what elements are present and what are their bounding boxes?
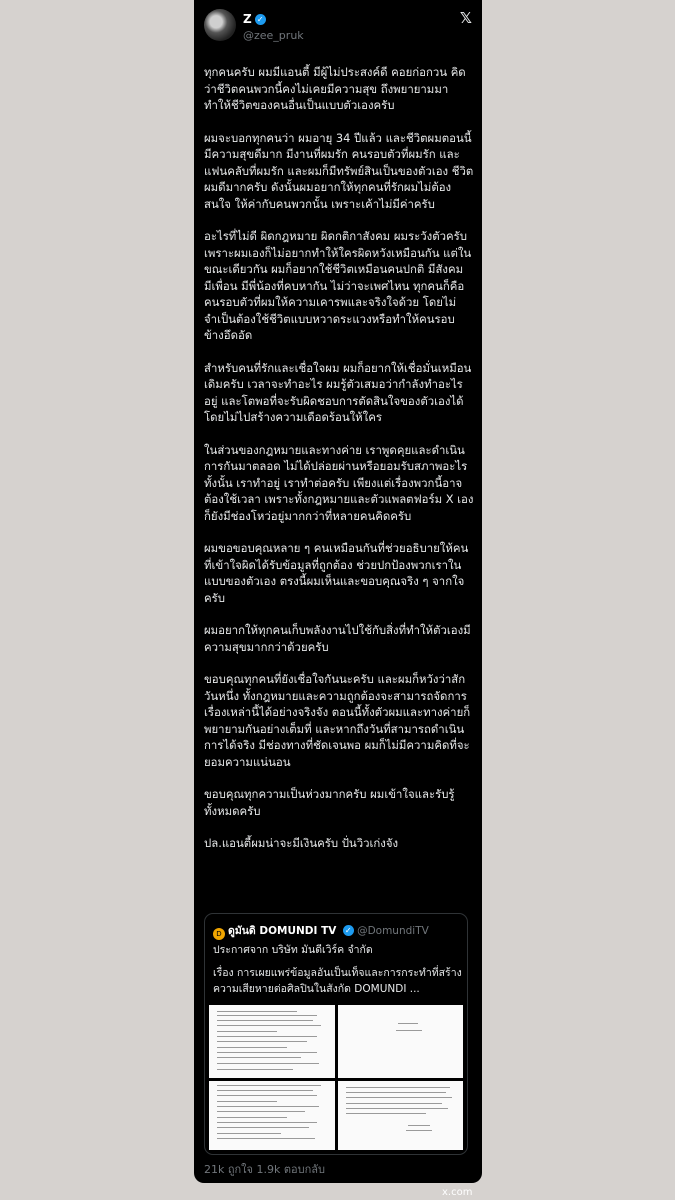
verified-badge-icon: ✓ (255, 14, 266, 25)
quoted-avatar: D (213, 928, 225, 940)
quoted-tweet[interactable] (204, 913, 468, 1155)
watermark: x.com (442, 1187, 473, 1198)
tweet-header (204, 9, 472, 45)
document-image[interactable] (338, 1005, 463, 1078)
tweet-paragraph: ปล.แอนตี้ผมน่าจะมีเงินครับ ปั่นวิวเก่งจัง (204, 836, 399, 850)
tweet-paragraph: ทุกคนครับ ผมมีแอนตี้ มีผู้ไม่ประสงค์ดี คอยก่อกวน คิดว่าชีวิตคนพวกนี้คงไม่เคยมีความสุข ถึงพยายามมาทำให้ชีวิตของคนอื่นเป็นแบบตัวเองครับ (204, 65, 466, 112)
quoted-name: ดูมันดิ DOMUNDI TV (228, 925, 337, 937)
x-logo-icon[interactable]: 𝕏 (459, 9, 472, 27)
tweet-paragraph: ขอบคุณทุกคนที่ยังเชื่อใจกันนะครับ และผมก็หวังว่าสักวันหนึ่ง ทั้งกฎหมายและความถูกต้องจะสามารถจัดการเรื่องเหล่านี้ได้อย่างจริงจัง ตอนนี้ทั้งตัวผมและทางค่ายก็พยายามกันอย่างเต็มที่ และหากถึงวันที่สามารถดำเนินการได้จริง มีช่องทางที่ชัดเจนพอ ผมก็ไม่มีความคิดที่จะยอมความแน่นอน (204, 672, 471, 769)
engagement-stats (204, 1160, 325, 1178)
tweet-paragraph: อะไรที่ไม่ดี ผิดกฎหมาย ผิดกติกาสังคม ผมระวังตัวครับ เพราะผมเองก็ไม่อยากทำให้ใครผิดหวังเหมือนกัน แต่ในขณะเดียวกัน ผมก็อยากใช้ชีวิตเหมือนคนปกติ มีสังคม มีเพื่อน มีพี่น้องที่คบหากัน ไม่ว่าจะเพศไหน ทุกคนก็คือคนรอบตัวที่ผมให้ความเคารพและจริงใจด้วย โดยไม่จำเป็นต้องใช้ชีวิตแบบหวาดระแวงหรือทำให้คนรอบข้างอึดอัด (204, 229, 472, 342)
tweet-paragraph: ผมอยากให้ทุกคนเก็บพลังงานไปใช้กับสิ่งที่ทำให้ตัวเองมีความสุขมากกว่าด้วยครับ (204, 623, 471, 654)
user-handle[interactable]: @zee_pruk (243, 29, 304, 42)
tweet-paragraph: สำหรับคนที่รักและเชื่อใจผม ผมก็อยากให้เชื่อมั่นเหมือนเดิมครับ เวลาจะทำอะไร ผมรู้ตัวเสมอว่ากำลังทำอะไรอยู่ และโตพอที่จะรับผิดชอบการตัดสินใจของตัวเองได้ โดยไม่ไปสร้างความเดือดร้อนให้ใคร (204, 360, 472, 424)
replies-count[interactable]: 1.9k ตอบกลับ (256, 1163, 325, 1176)
quoted-text-body: เรื่อง การเผยแพร่ข้อมูลอันเป็นเท็จและการกระทำที่สร้างความเสียหายต่อศิลปินในสังกัด DOMUNDI ... (213, 967, 462, 995)
quoted-media-grid[interactable] (209, 1005, 463, 1150)
likes-count[interactable]: 21k ถูกใจ (204, 1163, 254, 1176)
tweet-paragraph: ขอบคุณทุกความเป็นห่วงมากครับ ผมเข้าใจและรับรู้ทั้งหมดครับ (204, 787, 455, 818)
tweet-card (194, 0, 482, 1183)
quoted-tweet-header (213, 922, 429, 940)
display-name[interactable]: Z (243, 12, 252, 26)
tweet-paragraph: ผมจะบอกทุกคนว่า ผมอายุ 34 ปีแล้ว และชีวิตผมตอนนี้มีความสุขดีมาก มีงานที่ผมรัก คนรอบตัวที่ผมรัก และแฟนคลับที่ผมรัก และผมก็มีทรัพย์สินเป็นของตัวเอง ชีวิตผมดีมากครับ ดังนั้นผมอยากให้ทุกคนที่รักผมไม่ต้องสนใจ ให้ค่ากับคนพวกนั้น เพราะเค้าไม่มีค่าครับ (204, 130, 474, 211)
tweet-paragraph: ในส่วนของกฎหมายและทางค่าย เราพูดคุยและดำเนินการกันมาตลอด ไม่ได้ปล่อยผ่านหรือยอมรับสภาพอะไรทั้งนั้น เราทำอยู่ เราทำต่อครับ เพียงแต่เรื่องพวกนี้อาจต้องใช้เวลา เพราะทั้งกฎหมายและตัวแพลตฟอร์ม X เองก็ยังมีช่องโหว่อยู่มากกว่าที่หลายคนคิดครับ (204, 442, 474, 523)
tweet-paragraph: ผมขอขอบคุณหลาย ๆ คนเหมือนกันที่ช่วยอธิบายให้คนที่เข้าใจผิดได้รับข้อมูลที่ถูกต้อง ช่วยปกป้องพวกเราในแบบของตัวเอง ตรงนี้ผมเห็นและขอบคุณจริง ๆ จากใจครับ (204, 541, 469, 605)
document-image[interactable] (209, 1081, 335, 1150)
quoted-handle: @DomundiTV (357, 925, 429, 937)
display-name-row[interactable] (243, 12, 266, 26)
document-image[interactable] (209, 1005, 335, 1078)
tweet-text (204, 64, 474, 868)
document-image[interactable] (338, 1081, 463, 1150)
avatar[interactable] (204, 9, 236, 41)
verified-badge-icon: ✓ (343, 925, 354, 936)
quoted-text-line: ประกาศจาก บริษัท มันดีเวิร์ค จำกัด (213, 944, 373, 956)
